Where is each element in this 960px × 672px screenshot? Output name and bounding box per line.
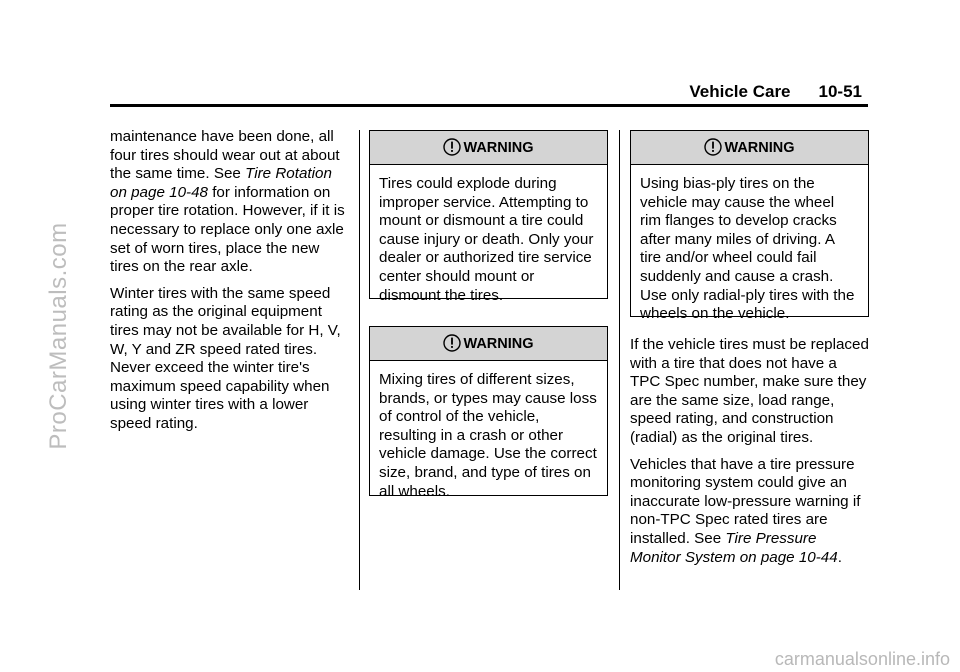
warning-title: WARNING [724,139,795,156]
warning-box-bias-ply [630,130,869,323]
warning-header [631,131,868,165]
warning-triangle-icon [443,334,461,352]
column-right [630,336,870,575]
warning-triangle-icon [443,138,461,156]
page-header [689,82,862,102]
warning-text: Tires could explode during improper service. Attempting to mount or dismount a tire could cause injury or death. Only your dealer or authorized tire service center should mount or dismount the tires. [379,175,594,304]
header-rule [110,104,868,107]
warning-text: Mixing tires of different sizes, brands, or types may cause loss of control of the vehicle, resulting in a crash or other vehicle damage. Use the correct size, brand, and type of tires on all wheels. [379,371,597,500]
warning-text: Using bias-ply tires on the vehicle may cause the wheel rim flanges to develop cracks after many miles of driving. A tire and/or wheel could fail suddenly and cause a crash. Use only radial-ply tires with the wheels on the vehicle. [640,175,855,323]
warning-header [370,131,607,165]
paragraph-maintenance: maintenance have been done, all four tires should wear out at about the same time. See Tire Rotation on page 10-48 for information on proper tire rotation. However, if it is necessary to replace only one axle set of worn tires, place the new tires on the rear axle. [110,128,345,276]
warning-box-mixing [369,326,608,500]
column-divider-left [359,130,360,590]
paragraph-tpc-spec: If the vehicle tires must be replaced with a tire that does not have a TPC Spec number, make sure they are the same size, load range, speed rating, and construction (radial) as the original tires. [630,336,869,446]
section-title: Vehicle Care [689,82,791,101]
warning-title: WARNING [463,335,534,352]
warning-title: WARNING [463,139,534,156]
warning-header [370,327,607,361]
bottom-watermark: carmanualsonline.info [774,649,950,669]
paragraph-winter-tires: Winter tires with the same speed rating as the original equipment tires may not be available for H, V, W, Y and ZR speed rated tires. Never exceed the winter tire's maximum speed capability when using winter tires with a lower speed rating. [110,284,341,432]
link-tire-rotation[interactable]: Tire Rotation on page 10-48 [110,165,332,201]
warning-triangle-icon [704,138,722,156]
column-divider-right [619,130,620,590]
column-left [110,128,350,442]
side-watermark: ProCarManuals.com [45,222,72,450]
link-tire-pressure-monitor[interactable]: Tire Pressure Monitor System on page 10-44 [630,529,838,566]
page-number: 10-51 [818,82,862,101]
paragraph-tpms: Vehicles that have a tire pressure monitoring system could give an inaccurate low-pressure warning if non-TPC Spec rated tires are installed. See Tire Pressure Monitor System on page 10-44. [630,455,861,566]
warning-box-explode [369,130,608,304]
